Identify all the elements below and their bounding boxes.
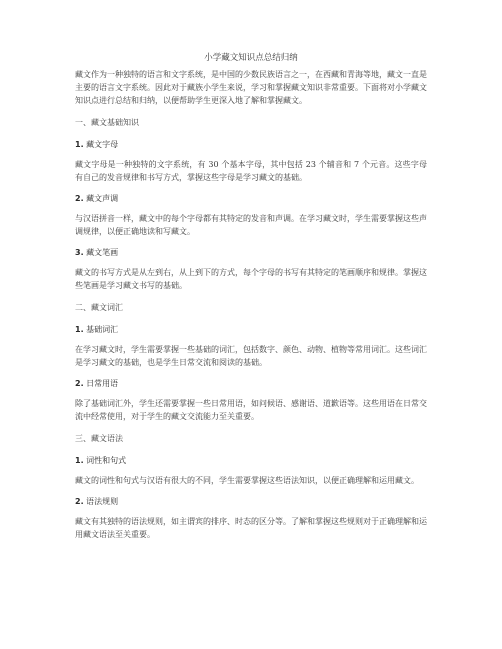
paragraph-alphabet: 藏文字母是一种独特的文字系统，有 30 个基本字母，其中包括 23 个辅音和 7 个元音。这些字母有自己的发音规律和书写方式，掌握这些字母是学习藏文的基础。 <box>75 160 427 182</box>
subheading-title: 藏文声调 <box>86 194 119 203</box>
subheading-parts-of-speech <box>75 455 427 467</box>
document-body <box>75 68 427 541</box>
subheading-tones <box>75 193 427 205</box>
subheading-title: 藏文字母 <box>86 140 119 149</box>
subheading-title: 基础词汇 <box>86 325 119 334</box>
subheading-number: 1. <box>75 140 84 149</box>
subheading-daily-phrases <box>75 378 427 390</box>
paragraph-parts-of-speech: 藏文的词性和句式与汉语有很大的不同，学生需要掌握这些语法知识，以便正确理解和运用藏文。 <box>75 476 419 485</box>
section-heading-basics: 一、藏文基础知识 <box>75 118 139 127</box>
subheading-alphabet <box>75 139 427 151</box>
subheading-number: 2. <box>75 497 84 506</box>
subheading-number: 2. <box>75 379 84 388</box>
subheading-title: 语法规则 <box>86 497 119 506</box>
document-title: 小学藏文知识点总结归纳 <box>204 53 298 63</box>
subheading-title: 词性和句式 <box>86 456 127 465</box>
subheading-number: 1. <box>75 456 84 465</box>
paragraph-strokes: 藏文的书写方式是从左到右，从上到下的方式，每个字母的书写有其特定的笔画顺序和规律。掌握这些笔画是学习藏文书写的基础。 <box>75 268 427 290</box>
intro-paragraph: 藏文作为一种独特的语言和文字系统，是中国的少数民族语言之一，在西藏和青海等地，藏文一直是主要的语言文字系统。因此对于藏族小学生来说，学习和掌握藏文知识非常重要。下面将对小学藏文知识点进行总结和归纳，以便帮助学生更深入地了解和掌握藏文。 <box>75 70 427 105</box>
subheading-number: 1. <box>75 325 84 334</box>
paragraph-basic-vocab: 在学习藏文时，学生需要掌握一些基础的词汇，包括数字、颜色、动物、植物等常用词汇。这些词汇是学习藏文的基础，也是学生日常交流和阅读的基础。 <box>75 345 427 367</box>
subheading-number: 3. <box>75 248 84 257</box>
subheading-title: 藏文笔画 <box>86 248 119 257</box>
section-heading-vocabulary: 二、藏文词汇 <box>75 303 123 312</box>
subheading-grammar-rules <box>75 496 427 508</box>
paragraph-daily-phrases: 除了基础词汇外，学生还需要掌握一些日常用语，如问候语、感谢语、道歉语等。这些用语在日常交流中经常使用，对于学生的藏文交流能力至关重要。 <box>75 399 427 421</box>
section-heading-grammar: 三、藏文语法 <box>75 434 123 443</box>
subheading-basic-vocab <box>75 324 427 336</box>
paragraph-grammar-rules: 藏文有其独特的语法规则，如主谓宾的排序、时态的区分等。了解和掌握这些规则对于正确理解和运用藏文语法至关重要。 <box>75 517 427 539</box>
subheading-strokes <box>75 247 427 259</box>
subheading-number: 2. <box>75 194 84 203</box>
paragraph-tones: 与汉语拼音一样，藏文中的每个字母都有其特定的发音和声调。在学习藏文时，学生需要掌握这些声调规律，以便正确地读和写藏文。 <box>75 214 427 236</box>
subheading-title: 日常用语 <box>86 379 119 388</box>
